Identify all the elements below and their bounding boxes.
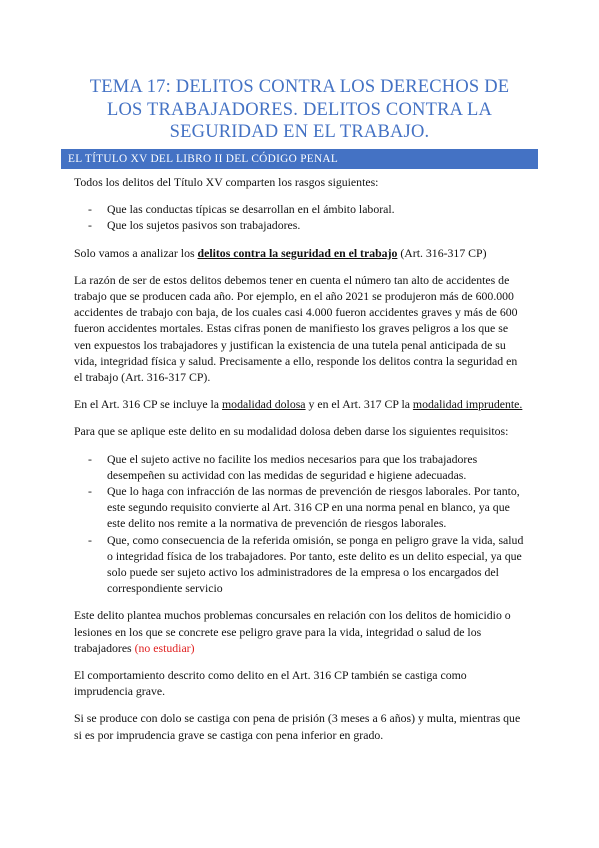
modalities-paragraph xyxy=(74,396,528,412)
bullet-dash: - xyxy=(88,484,92,499)
traits-list xyxy=(74,201,528,233)
penalty-paragraph: Si se produce con dolo se castiga con pena de prisión (3 meses a 6 años) y multa, mientras que si es por imprudencia grave se castiga con pena inferior en grado. xyxy=(74,711,521,742)
intro-paragraph: Todos los delitos del Título XV comparten los rasgos siguientes: xyxy=(74,175,379,189)
scope-text: Solo vamos a analizar los xyxy=(74,245,198,260)
scope-emphasis: delitos contra la seguridad en el trabajo xyxy=(197,245,398,260)
reason-paragraph: La razón de ser de estos delitos debemos tener en cuenta el número tan alto de accidentes de trabajo que se producen cada año. Por ejemplo, en el año 2021 se produjeron más de 600.000 accidentes de trabajo con baja, de los cuales casi 4.000 fueron accidentes graves y más de 600 fueron accidentes mortales. Estas cifras ponen de manifiesto los graves peligros a los que se ven expuestos los trabajadores y justifican la existencia de una tutela penal anticipada de su vida, integridad física y salud. Precisamente a ello, responde los delitos contra la seguridad en el trabajo (Art. 316-317 CP). xyxy=(74,272,518,385)
document-body xyxy=(74,174,528,754)
concursal-paragraph xyxy=(74,607,528,656)
modalidad-dolosa-term: modalidad dolosa xyxy=(222,397,306,412)
no-estudiar-note: (no estudiar) xyxy=(134,640,195,655)
bullet-dash: - xyxy=(88,202,92,217)
list-item xyxy=(74,532,528,597)
list-item xyxy=(74,201,528,217)
bullet-dash: - xyxy=(88,532,92,547)
list-item-text: Que el sujeto active no facilite los medios necesarios para que los trabajadores desempeñen su actividad con las medidas de seguridad e higiene adecuadas. xyxy=(107,451,478,482)
concursal-text: Este delito plantea muchos problemas concursales en relación con los delitos de homicidio o lesiones en los que se concrete ese peligro grave para la vida, integridad o salud de los trabajadores xyxy=(74,608,511,655)
list-item-text: Que los sujetos pasivos son trabajadores. xyxy=(107,218,301,233)
modalities-text: En el Art. 316 CP se incluye la xyxy=(74,397,222,412)
requirements-intro: Para que se aplique este delito en su modalidad dolosa deben darse los siguientes requisitos: xyxy=(74,424,509,439)
scope-article: (Art. 316-317 CP) xyxy=(397,245,487,260)
list-item xyxy=(74,483,528,532)
list-item xyxy=(74,451,528,483)
scope-paragraph xyxy=(74,245,528,261)
document-title: TEMA 17: DELITOS CONTRA LOS DERECHOS DE LOS TRABAJADORES. DELITOS CONTRA LA SEGURIDAD EN EL TRABAJO. xyxy=(89,77,510,142)
requirements-list xyxy=(74,451,528,597)
list-item-text: Que las conductas típicas se desarrollan en el ámbito laboral. xyxy=(107,202,395,217)
list-item-text: Que lo haga con infracción de las normas de prevención de riesgos laborales. Por tanto, este segundo requisito convierte al Art. 316 CP en una norma penal en blanco, ya que este delito nos remite a la normativa de prevención de riesgos laborales. xyxy=(107,484,520,531)
modalities-text-2: y en el Art. 317 CP la xyxy=(305,397,413,412)
list-item-text: Que, como consecuencia de la referida omisión, se ponga en peligro grave la vida, salud o integridad física de los trabajadores. Por tanto, este delito es un delito especial, ya que solo puede ser sujeto activo los administradores de la empresa o los encargados del correspondiente servicio xyxy=(107,532,524,596)
modalidad-imprudente-term: modalidad imprudente. xyxy=(412,397,523,412)
list-item xyxy=(74,217,528,233)
bullet-dash: - xyxy=(88,218,92,233)
section-heading: EL TÍTULO XV DEL LIBRO II DEL CÓDIGO PENAL xyxy=(61,149,538,169)
imprudence-paragraph: El comportamiento descrito como delito en el Art. 316 CP también se castiga como imprudencia grave. xyxy=(74,668,467,699)
bullet-dash: - xyxy=(88,451,92,466)
